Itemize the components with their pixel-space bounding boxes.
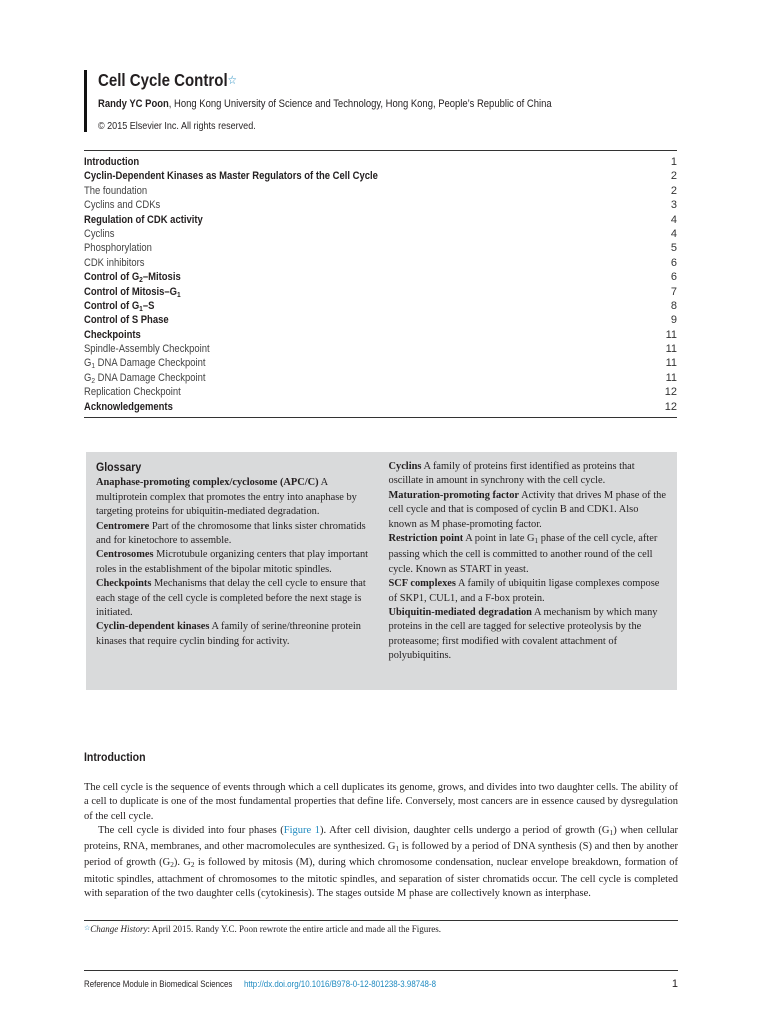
toc-item-regulation-of-cdk[interactable]: Regulation of CDK activity 4 <box>84 213 677 226</box>
glossary-entry-cdks: Cyclin-dependent kinases A family of serine/threonine protein kinases that require cyclin binding for activity. <box>96 621 361 647</box>
glossary-entry-mpf: Maturation-promoting factor Activity that drives M phase of the cell cycle and that is composed of cyclin B and CDK1. Also known as M phase-promoting factor. <box>388 489 666 530</box>
toc-item-introduction[interactable]: Introduction 1 <box>84 156 677 168</box>
glossary-entry-checkpoints: Checkpoints Mechanisms that delay the cell cycle to ensure that each stage of the cell cycle is completed before the next stage is initiated. <box>96 578 366 619</box>
glossary-entry-scf: SCF complexes A family of ubiquitin ligase complexes compose of SKP1, CUL1, and a F-box protein. <box>388 578 660 604</box>
toc-item-phosphorylation[interactable]: Phosphorylation 5 <box>84 242 677 255</box>
intro-paragraph-1: The cell cycle is the sequence of events through which a cell duplicates its genome, grows, and divides into two daughter cells. The ability of a cell to duplicate is one of the most fundamental properties that define life. Conversely, most cancers are in essence caused by dysregulation of the cell cycle. <box>84 782 678 822</box>
author-affiliation: , Hong Kong University of Science and Technology, Hong Kong, People’s Republic of China <box>168 98 552 110</box>
page-footer <box>84 978 678 990</box>
change-history-star-icon[interactable]: ☆ <box>227 73 237 87</box>
toc-item-the-foundation[interactable]: The foundation 2 <box>84 184 677 197</box>
glossary-entry-centrosomes: Centrosomes Microtubule organizing centers that play important roles in the establishment of the bipolar mitotic spindles. <box>96 549 369 575</box>
glossary-entry-apc: Anaphase-promoting complex/cyclosome (APC/C) A multiprotein complex that promotes the entry into anaphase by targeting proteins for ubiquitin-mediated degradation. <box>96 477 357 518</box>
table-of-contents <box>84 150 677 418</box>
glossary-box <box>86 452 677 690</box>
section-heading-introduction: Introduction <box>84 750 146 764</box>
toc-item-spindle-assembly[interactable]: Spindle-Assembly Checkpoint 11 <box>84 343 677 356</box>
copyright: © 2015 Elsevier Inc. All rights reserved. <box>98 120 256 132</box>
toc-item-cyclins-and-cdks[interactable]: Cyclins and CDKs 3 <box>84 199 677 212</box>
toc-item-g2-dna-damage[interactable]: $G_2$ DNA Damage Checkpoint 11 <box>84 371 677 385</box>
toc-item-acknowledgements[interactable]: Acknowledgements 12 <box>84 400 677 413</box>
figure-1-link[interactable]: Figure 1 <box>283 824 320 836</box>
glossary-column-left <box>96 460 375 682</box>
doi-link[interactable]: http://dx.doi.org/10.1016/B978-0-12-801238-3.98748-8 <box>244 979 436 989</box>
journal-name: Reference Module in Biomedical Sciences <box>84 979 233 989</box>
glossary-entry-centromere: Centromere Part of the chromosome that links sister chromatids and for kinetochore to assemble. <box>96 520 366 547</box>
author-name: Randy YC Poon <box>98 98 169 110</box>
toc-item-cdk-master-regulators[interactable]: Cyclin-Dependent Kinases as Master Regulators of the Cell Cycle 2 <box>84 170 677 183</box>
intro-paragraph-2: The cell cycle is divided into four phases (Figure 1). After cell division, daughter cells undergo a period of growth $(G_1)$ when cellular proteins, RNA, membranes, and other macromolecules are synthesized. $G_1$ is followed by a period of DNA synthesis (S) and then by another period of growth $(G_2)$. $G_2$ is followed by mitosis (M), during which chromosome condensation, nuclear envelope breakdown, formation of mitotic spindles, attachment of chromosomes to the mitotic spindles, and separation of sister chromatids occur. The cell cycle is completed with separation of the two daughter cells (cytokinesis). The stages outside M phase are collectively known as interphase. <box>84 824 678 900</box>
toc-item-cdk-inhibitors[interactable]: CDK inhibitors 6 <box>84 256 677 269</box>
toc-item-mitosis-g1[interactable]: Control of Mitosis–$G_1$ 7 <box>84 285 677 299</box>
footnote-star-icon: ☆ <box>84 924 91 932</box>
toc-item-replication-checkpoint[interactable]: Replication Checkpoint 12 <box>84 386 677 399</box>
page-number: 1 <box>671 978 678 990</box>
glossary-title: Glossary <box>96 460 142 474</box>
glossary-column-right <box>389 460 668 682</box>
glossary-entry-ubiquitin: Ubiquitin-mediated degradation A mechanism by which many proteins in the cell are tagged for selective proteolysis by the proteasome; first modified with covalent attachment of polyubiquitins. <box>388 607 658 662</box>
change-history-footnote: ☆Change History: April 2015. Randy Y.C. Poon rewrote the entire article and made all the Figures. <box>84 924 441 934</box>
article-header <box>84 70 684 132</box>
toc-item-g2-mitosis[interactable]: Control of $G_2$–Mitosis 6 <box>84 271 677 285</box>
toc-item-s-phase[interactable]: Control of S Phase 9 <box>84 314 677 327</box>
toc-item-cyclins[interactable]: Cyclins 4 <box>84 227 677 240</box>
introduction-body <box>84 781 678 901</box>
glossary-entry-cyclins: Cyclins A family of proteins first identified as proteins that oscillate in amount in synchrony with the cell cycle. <box>388 461 635 487</box>
footnote-divider <box>84 920 678 921</box>
toc-item-g1-dna-damage[interactable]: $G_1$ DNA Damage Checkpoint 11 <box>84 357 677 371</box>
glossary-entry-restriction-point: Restriction point A point in late $G_1$ phase of the cell cycle, after passing which the cell is committed to another round of the cell cycle. Known as START in yeast. <box>388 533 658 575</box>
article-title: Cell Cycle Control☆ <box>98 70 237 90</box>
footer-divider <box>84 970 678 971</box>
toc-item-checkpoints[interactable]: Checkpoints 11 <box>84 328 677 341</box>
author-line <box>98 98 602 110</box>
toc-item-g1-s[interactable]: Control of $G_1-S$ 8 <box>84 299 677 313</box>
